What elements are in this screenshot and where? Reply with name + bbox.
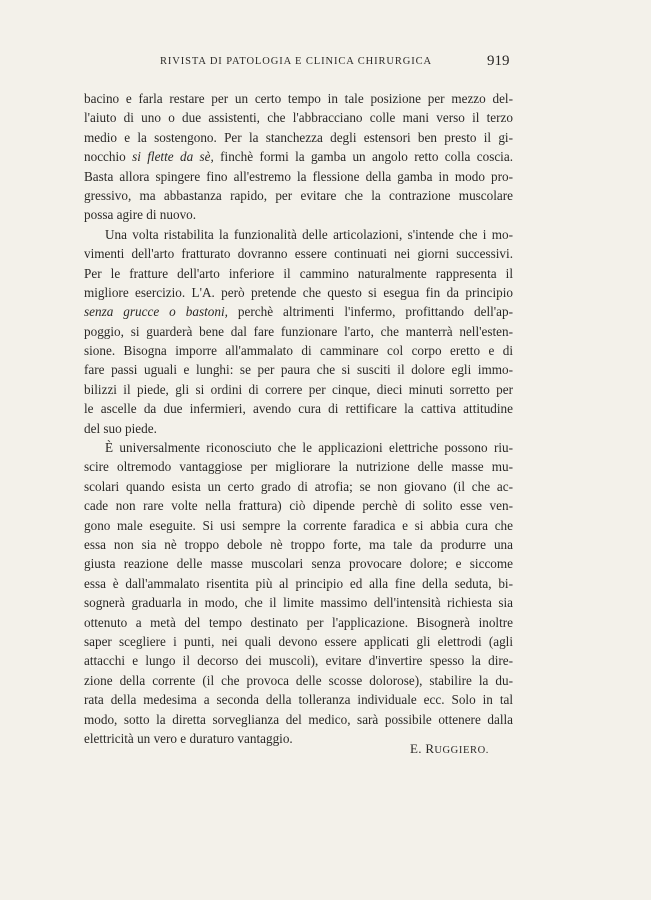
paragraph-3 [84,438,513,748]
text-line: bacino e farla restare per un certo tempo in tale posizione per mezzo del- [84,91,513,106]
text-line: zione della corrente (il che provoca delle scosse dolorose), stabilire la du- [84,672,513,688]
text-line [84,147,513,166]
signature-initial: E. R [410,741,435,756]
text-line: Basta allora spingere fino all'estremo la flessione della gamba in modo pro- [84,168,513,184]
text-line: medio e la sostengono. Per la stanchezza degli estensori ben presto il gi- [84,129,513,145]
text-line: del suo piede. [84,420,157,436]
text-line: scire oltremodo vantaggiose per migliorare la nutrizione delle masse mu- [84,459,513,475]
text-line: bilizzi il piede, gli si ordini di correre per cinque, dieci minuti sorretto per [84,381,513,397]
text-line: poggio, si guarderà bene dal fare funzionare l'arto, che manterrà nell'esten- [84,323,513,339]
text-line: essa è dall'ammalato risentita più al principio ed alla fine della seduta, bi- [84,575,513,591]
text-line: gono male eseguite. Si usi sempre la corrente faradica e si abbia cura che [84,517,513,533]
text-line: migliore esercizio. L'A. però pretende che questo si esegua fin da principio [84,284,513,300]
text-line: rata della medesima a seconda della tolleranza individuale ecc. Solo in tal [84,692,513,708]
text-line: attacchi e lungo il decorso dei muscoli), evitare d'invertire spesso la dire- [84,653,513,669]
author-signature [410,741,489,757]
text-fragment: perchè altrimenti l'infermo, profittando dell'ap- [227,304,513,320]
page-number: 919 [487,53,510,69]
text-line: Una volta ristabilita la funzionalità delle articolazioni, s'intende che i mo- [105,226,513,242]
text-line: vimenti dell'arto fratturato dovranno essere continuati nei giorni successivi. [84,246,513,262]
italic-phrase: senza grucce o bastoni, [84,304,228,320]
text-line: saper scegliere i punti, nei quali devono essere applicati gli elettrodi (agli [84,633,513,649]
text-line: È universalmente riconosciuto che le applicazioni elettriche possono riu- [105,440,513,456]
text-fragment: nocchio [84,149,133,165]
text-line: cade non rare volte nella frattura) ciò dipende perchè di solito esse ven- [84,498,513,514]
text-line: ottenuto a metà del tempo destinato per l'applicazione. Bisognerà inoltre [84,614,513,630]
signature-surname: UGGIERO. [434,745,489,756]
text-fragment: finchè formi la gamba un angolo retto colla coscia. [213,149,513,165]
text-line: possa agire di nuovo. [84,207,197,223]
paragraph-1 [84,89,513,225]
text-line: sognerà graduarla in modo, che il limite massimo dell'intensità richiesta sia [84,595,513,611]
text-line [84,302,513,321]
text-line: Per le fratture dell'arto inferiore il cammino naturalmente rappresenta il [84,265,513,281]
text-line: gressivo, ma abbastanza rapido, per evitare che la contrazione muscolare [84,187,513,203]
text-line: essa non sia nè troppo debole nè troppo forte, ma tale da produrre una [84,536,513,552]
text-line: elettricità un vero e duraturo vantaggio. [84,730,293,746]
running-head: RIVISTA DI PATOLOGIA E CLINICA CHIRURGICA [160,56,433,67]
text-line: fare passi uguali e lunghi: se per paura che si susciti il dolore egli immo- [84,362,513,378]
paragraph-2 [84,225,513,438]
text-line: modo, sotto la diretta sorveglianza del medico, sarà possibile ottenere dalla [84,711,513,727]
text-line: sione. Bisogna imporre all'ammalato di camminare col corpo eretto e di [84,343,513,359]
text-line: scolari quando esista un certo grado di atrofia; se non giovano (il che ac- [84,478,513,494]
italic-phrase: si flette da sè, [132,149,214,165]
text-line: l'aiuto di uno o due assistenti, che l'abbracciano colle mani verso il terzo [84,110,513,126]
text-line: giusta reazione delle masse muscolari senza provocare dolore; e siccome [84,556,513,572]
text-line: le ascelle da due infermieri, avendo cura di rettificare la cattiva attitudine [84,401,513,417]
article-body [84,89,513,748]
